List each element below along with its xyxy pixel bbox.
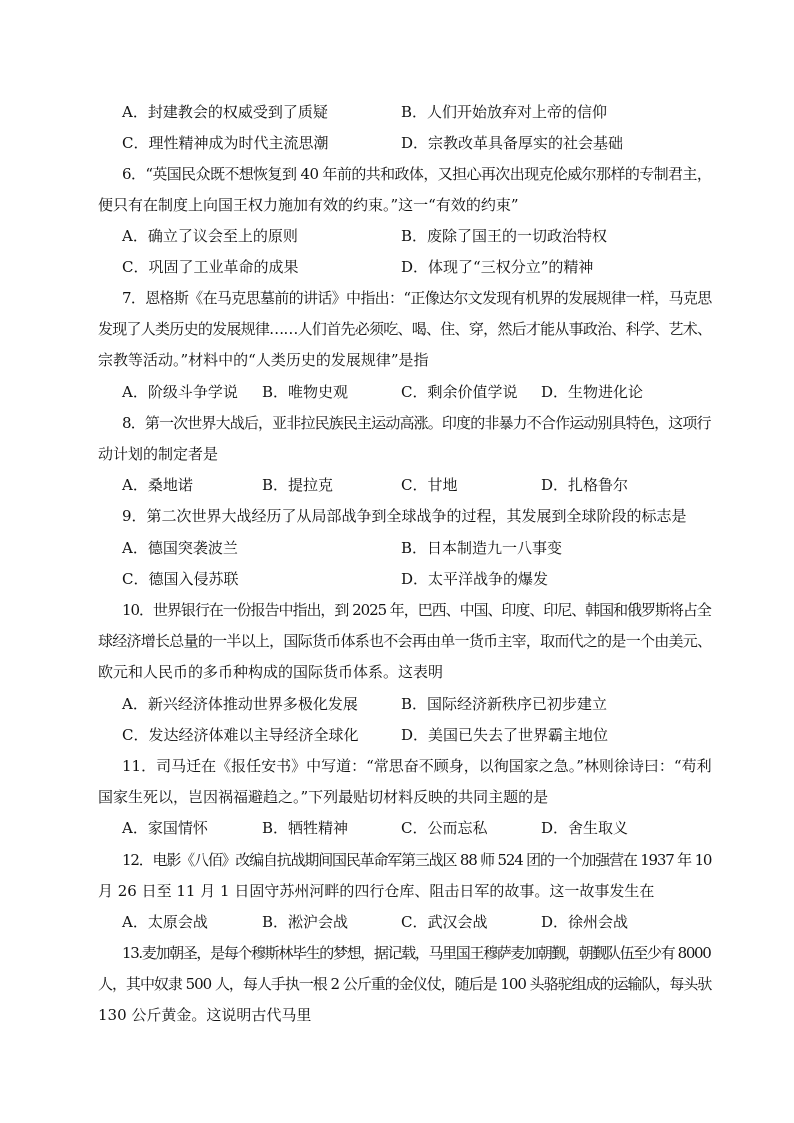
q5-option-a: A．封建教会的权威受到了质疑 xyxy=(122,103,328,121)
q5-option-c: C．理性精神成为时代主流思潮 xyxy=(122,134,329,152)
q13-stem-line-3: 130 公斤黄金。这说明古代马里 xyxy=(98,1006,312,1024)
q8-option-b: B．提拉克 xyxy=(262,476,334,494)
q12-option-b: B．淞沪会战 xyxy=(262,913,349,931)
q5-option-d: D．宗教改革具备厚实的社会基础 xyxy=(401,134,624,152)
q6-stem-line-2: 便只有在制度上向国王权力施加有效的约束。”这一“有效的约束” xyxy=(98,196,519,214)
q12-stem-line-1: 12．电影《八佰》改编自抗战期间国民革命军第三战区 88 师 524 团的一个加强营在 1937 年 10 xyxy=(122,851,712,869)
q10-option-b: B．国际经济新秩序已初步建立 xyxy=(401,695,608,713)
q8-option-a: A．桑地诺 xyxy=(122,476,193,494)
q7-option-b: B．唯物史观 xyxy=(262,383,349,401)
q8-stem-line-1: 8．第一次世界大战后，亚非拉民族民主运动高涨。印度的非暴力不合作运动别具特色，这项行 xyxy=(122,414,711,432)
q10-option-a: A．新兴经济体推动世界多极化发展 xyxy=(122,695,358,713)
q8-option-c: C．甘地 xyxy=(401,476,458,494)
q6-option-d: D．体现了“三权分立”的精神 xyxy=(401,258,594,276)
q11-option-c: C．公而忘私 xyxy=(401,819,488,837)
q11-stem-line-2: 国家生死以，岂因祸福避趋之。”下列最贴切材料反映的共同主题的是 xyxy=(98,788,549,806)
q8-stem-line-2: 动计划的制定者是 xyxy=(98,445,219,463)
q7-option-c: C．剩余价值学说 xyxy=(401,383,518,401)
q5-option-b: B．人们开始放弃对上帝的信仰 xyxy=(401,103,608,121)
q6-option-c: C．巩固了工业革命的成果 xyxy=(122,258,299,276)
q7-stem-line-3: 宗教等活动。”材料中的“人类历史的发展规律”是指 xyxy=(98,351,429,369)
q10-stem-line-2: 球经济增长总量的一半以上，国际货币体系也不会再由单一货币主宰，取而代之的是一个由美元、 xyxy=(98,632,712,650)
q12-option-a: A．太原会战 xyxy=(122,913,208,931)
q11-stem-line-1: 11．司马迁在《报任安书》中写道：“常思奋不顾身，以徇国家之急。”林则徐诗曰：“苟利 xyxy=(122,757,712,775)
q11-option-a: A．家国情怀 xyxy=(122,819,208,837)
q9-option-c: C．德国入侵苏联 xyxy=(122,570,239,588)
q7-option-a: A．阶级斗争学说 xyxy=(122,383,238,401)
q12-option-c: C．武汉会战 xyxy=(401,913,488,931)
q10-stem-line-3: 欧元和人民币的多币种构成的国际货币体系。这表明 xyxy=(98,663,444,681)
q6-stem-line-1: 6．“英国民众既不想恢复到 40 年前的共和政体，又担心再次出现克伦威尔那样的专制君主， xyxy=(122,165,712,183)
q12-option-d: D．徐州会战 xyxy=(541,913,629,931)
q10-stem-line-1: 10．世界银行在一份报告中指出，到 2025 年，巴西、中国、印度、印尼、韩国和俄罗斯将占全 xyxy=(122,601,711,619)
q8-option-d: D．扎格鲁尔 xyxy=(541,476,629,494)
q9-stem-line-1: 9．第二次世界大战经历了从局部战争到全球战争的过程，其发展到全球阶段的标志是 xyxy=(122,507,687,525)
q9-option-d: D．太平洋战争的爆发 xyxy=(401,570,549,588)
q6-option-b: B．废除了国王的一切政治特权 xyxy=(401,227,608,245)
q9-option-b: B．日本制造九一八事变 xyxy=(401,539,563,557)
q11-option-b: B．牺牲精神 xyxy=(262,819,349,837)
q11-option-d: D．舍生取义 xyxy=(541,819,629,837)
q9-option-a: A．德国突袭波兰 xyxy=(122,539,238,557)
q7-stem-line-2: 发现了人类历史的发展规律……人们首先必须吃、喝、住、穿，然后才能从事政治、科学、艺术、 xyxy=(98,320,712,338)
q12-stem-line-2: 月 26 日至 11 月 1 日固守苏州河畔的四行仓库、阻击日军的故事。这一故事发生在 xyxy=(98,882,655,900)
q10-option-d: D．美国已失去了世界霸主地位 xyxy=(401,726,609,744)
q13-stem-line-2: 人，其中奴隶 500 人，每人手执一根 2 公斤重的金仪仗，随后是 100 头骆驼组成的运输队，每头驮 xyxy=(98,975,712,993)
q6-option-a: A．确立了议会至上的原则 xyxy=(122,227,298,245)
q13-stem-line-1: 13.麦加朝圣，是每个穆斯林毕生的梦想，据记载，马里国王穆萨麦加朝觐，朝觐队伍至少有 8000 xyxy=(122,944,711,962)
q10-option-c: C．发达经济体难以主导经济全球化 xyxy=(122,726,359,744)
q7-stem-line-1: 7．恩格斯《在马克思墓前的讲话》中指出：“正像达尔文发现有机界的发展规律一样，马克思 xyxy=(122,289,712,307)
q7-option-d: D．生物进化论 xyxy=(541,383,644,401)
